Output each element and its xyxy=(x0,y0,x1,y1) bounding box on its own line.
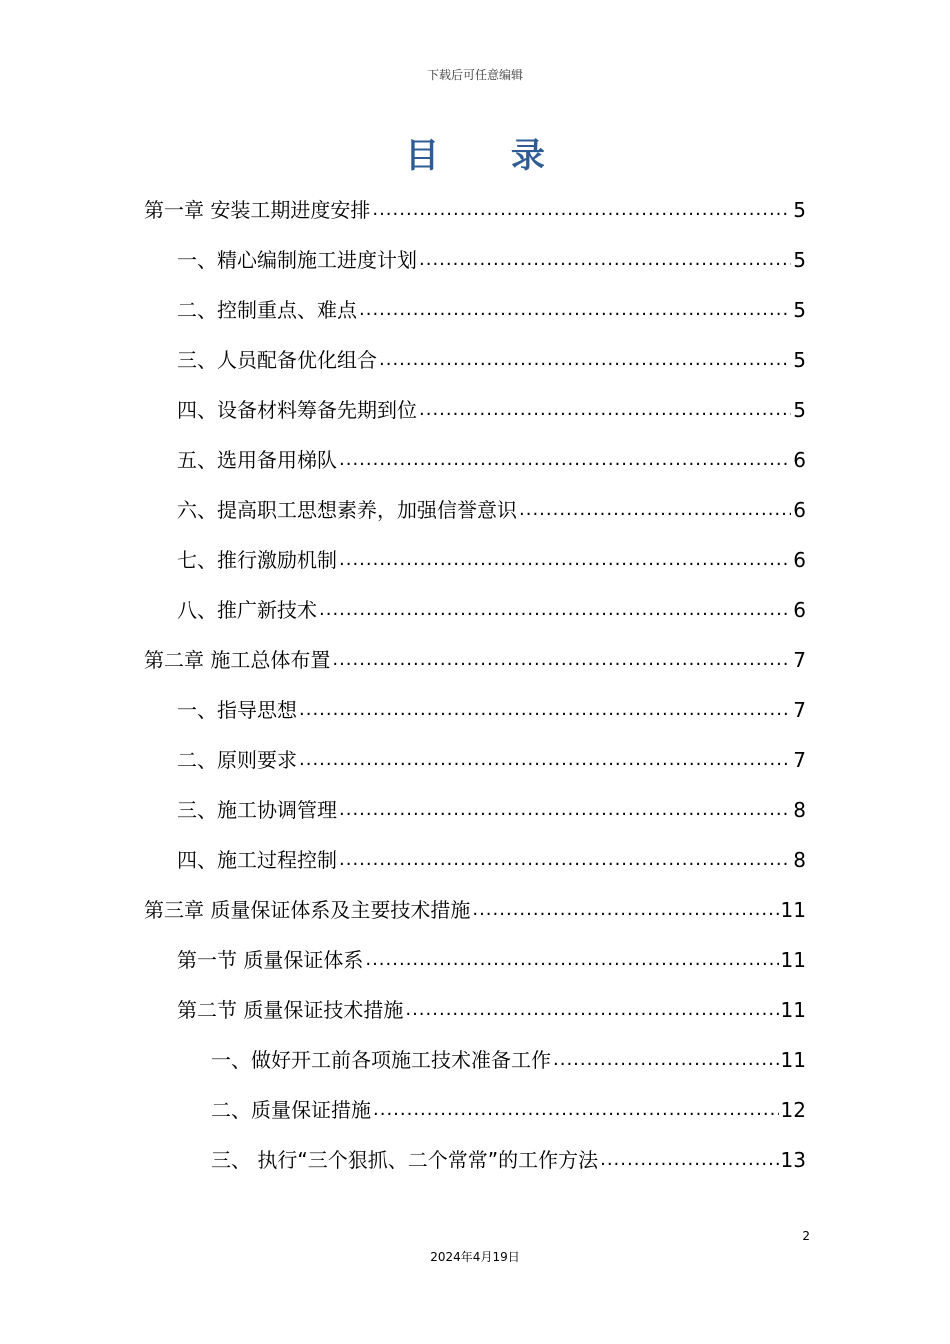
toc-entry[interactable] xyxy=(211,1038,806,1074)
toc-leader-dots xyxy=(419,246,791,274)
toc-entry-page: 8 xyxy=(793,798,806,822)
toc-entry[interactable] xyxy=(177,838,806,874)
toc-entry[interactable] xyxy=(177,288,806,324)
toc-entry-section-1[interactable] xyxy=(177,938,806,974)
toc-entry-label: 一、做好开工前各项施工技术准备工作 xyxy=(211,1048,551,1072)
toc-entry[interactable] xyxy=(211,1138,806,1174)
toc-leader-dots xyxy=(365,946,778,974)
toc-entry-page: 6 xyxy=(793,498,806,522)
toc-leader-dots xyxy=(359,296,791,324)
toc-leader-dots xyxy=(553,1046,779,1074)
toc-leader-dots xyxy=(299,696,791,724)
toc-leader-dots xyxy=(339,546,791,574)
toc-leader-dots xyxy=(332,646,791,674)
toc-leader-dots xyxy=(373,1096,779,1124)
toc-entry-page: 6 xyxy=(793,448,806,472)
toc-entry-label: 三、人员配备优化组合 xyxy=(177,348,377,372)
toc-entry-page: 6 xyxy=(793,598,806,622)
toc-leader-dots xyxy=(600,1146,778,1174)
toc-leader-dots xyxy=(472,896,778,924)
toc-entry-label: 八、推广新技术 xyxy=(177,598,317,622)
toc-leader-dots xyxy=(519,496,791,524)
toc-entry[interactable] xyxy=(177,738,806,774)
toc-entry-page: 6 xyxy=(793,548,806,572)
toc-entry[interactable] xyxy=(177,488,806,524)
toc-entry-label: 二、质量保证措施 xyxy=(211,1098,371,1122)
toc-entry-label: 一、精心编制施工进度计划 xyxy=(177,248,417,272)
toc-entry-page: 11 xyxy=(780,948,806,972)
toc-entry[interactable] xyxy=(177,538,806,574)
toc-entry-label: 第三章 质量保证体系及主要技术措施 xyxy=(144,898,471,922)
toc-leader-dots xyxy=(319,596,791,624)
toc-entry[interactable] xyxy=(177,688,806,724)
toc-entry-label: 第一节 质量保证体系 xyxy=(177,948,364,972)
toc-entry-chapter-1[interactable] xyxy=(144,188,806,224)
toc-entry-label: 六、提高职工思想素养，加强信誉意识 xyxy=(177,498,517,522)
toc-leader-dots xyxy=(299,746,791,774)
toc-entry-page: 7 xyxy=(793,698,806,722)
toc-entry[interactable] xyxy=(177,588,806,624)
toc-leader-dots xyxy=(372,196,791,224)
toc-entry-page: 7 xyxy=(793,648,806,672)
toc-entry-page: 11 xyxy=(780,998,806,1022)
toc-title: 目 录 xyxy=(405,136,575,176)
toc-leader-dots xyxy=(419,396,791,424)
toc-entry-page: 11 xyxy=(780,898,806,922)
toc-entry[interactable] xyxy=(177,388,806,424)
toc-leader-dots xyxy=(405,996,778,1024)
page-header: 下载后可任意编辑 xyxy=(426,68,523,82)
page-number: 2 xyxy=(802,1229,810,1243)
toc-entry-section-2[interactable] xyxy=(177,988,806,1024)
toc-entry-label: 三、 执行“三个狠抓、二个常常”的工作方法 xyxy=(211,1148,599,1172)
toc-entry-label: 第一章 安装工期进度安排 xyxy=(144,198,371,222)
toc-entry-page: 11 xyxy=(780,1048,806,1072)
toc-leader-dots xyxy=(379,346,791,374)
toc-entry-page: 5 xyxy=(793,298,806,322)
toc-entry[interactable] xyxy=(211,1088,806,1124)
toc-entry-label: 第二节 质量保证技术措施 xyxy=(177,998,404,1022)
toc-entry-page: 5 xyxy=(793,198,806,222)
toc-entry-chapter-3[interactable] xyxy=(144,888,806,924)
footer-date: 2024年4月19日 xyxy=(430,1250,520,1264)
toc-entry[interactable] xyxy=(177,338,806,374)
toc-entry-page: 7 xyxy=(793,748,806,772)
toc-entry[interactable] xyxy=(177,238,806,274)
toc-entry-page: 5 xyxy=(793,348,806,372)
toc-entry-chapter-2[interactable] xyxy=(144,638,806,674)
toc-entry-label: 四、设备材料筹备先期到位 xyxy=(177,398,417,422)
toc-entry-page: 5 xyxy=(793,248,806,272)
toc-entry-label: 二、控制重点、难点 xyxy=(177,298,357,322)
toc-entry-label: 第二章 施工总体布置 xyxy=(144,648,331,672)
toc-entry-label: 一、指导思想 xyxy=(177,698,297,722)
toc-leader-dots xyxy=(339,846,791,874)
toc-entry-label: 三、施工协调管理 xyxy=(177,798,337,822)
toc-entry-label: 四、施工过程控制 xyxy=(177,848,337,872)
toc-leader-dots xyxy=(339,796,791,824)
toc-entry[interactable] xyxy=(177,788,806,824)
toc-entry[interactable] xyxy=(177,438,806,474)
toc-leader-dots xyxy=(339,446,791,474)
toc-entry-page: 13 xyxy=(780,1148,806,1172)
toc-entry-label: 七、推行激励机制 xyxy=(177,548,337,572)
toc-entry-label: 五、选用备用梯队 xyxy=(177,448,337,472)
toc-entry-page: 12 xyxy=(780,1098,806,1122)
toc-entry-label: 二、原则要求 xyxy=(177,748,297,772)
toc-entry-page: 8 xyxy=(793,848,806,872)
toc-entry-page: 5 xyxy=(793,398,806,422)
